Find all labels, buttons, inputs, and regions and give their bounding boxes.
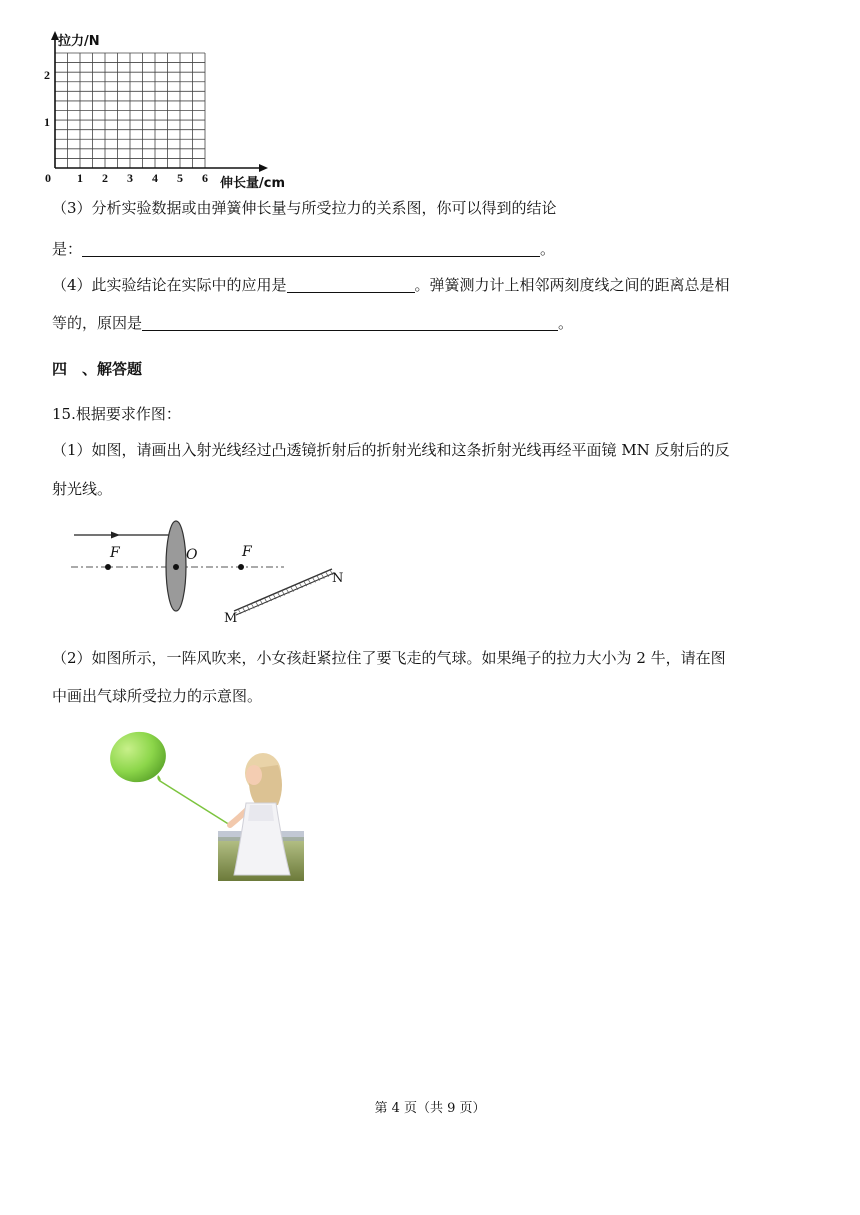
focus-label-left: F bbox=[110, 545, 120, 561]
balloon-string bbox=[160, 781, 230, 825]
focus-point-right bbox=[238, 564, 244, 570]
focus-point-left bbox=[105, 564, 111, 570]
balloon-girl-svg bbox=[100, 725, 310, 885]
q4-line1 bbox=[52, 275, 730, 295]
y-tick-2: 2 bbox=[44, 68, 50, 82]
y-axis-label: 拉力/N bbox=[58, 34, 100, 49]
plane-mirror bbox=[234, 569, 332, 611]
q15-part2-line2: 中画出气球所受拉力的示意图。 bbox=[52, 687, 263, 705]
q4-reason-prefix: 等的，原因是 bbox=[52, 314, 143, 332]
q4-prefix: （4）此实验结论在实际中的应用是 bbox=[52, 276, 287, 294]
q4-application-blank[interactable] bbox=[287, 276, 415, 293]
optical-center bbox=[173, 564, 179, 570]
optics-svg bbox=[66, 517, 356, 632]
page-footer: 第 4 页（共 9 页） bbox=[374, 1101, 486, 1116]
origin-label: 0 bbox=[45, 171, 51, 185]
center-label: O bbox=[186, 547, 198, 563]
q4-reason-suffix: 。 bbox=[558, 314, 574, 332]
force-extension-graph bbox=[30, 28, 290, 193]
q15-part2-line1: （2）如图所示，一阵风吹来，小女孩赶紧拉住了要飞走的气球。如果绳子的拉力大小为 2 牛，请在图 bbox=[52, 649, 726, 667]
x-tick-6: 6 bbox=[202, 171, 208, 185]
x-axis-arrow-icon bbox=[259, 164, 268, 172]
focus-label-right: F bbox=[242, 544, 252, 560]
mirror-label-n: N bbox=[332, 571, 344, 586]
x-tick-5: 5 bbox=[177, 171, 183, 185]
balloon-girl-illustration bbox=[100, 725, 310, 885]
q3-suffix: 。 bbox=[540, 240, 556, 258]
q4-suffix: 。弹簧测力计上相邻两刻度线之间的距离总是相 bbox=[414, 276, 730, 294]
x-axis-label: 伸长量/cm bbox=[220, 176, 286, 191]
q15-part1-line2: 射光线。 bbox=[52, 480, 113, 498]
q3-answer-blank[interactable] bbox=[82, 240, 540, 257]
mirror-label-m: M bbox=[224, 611, 238, 626]
graph-svg bbox=[30, 28, 290, 193]
q15-stem: 15.根据要求作图： bbox=[52, 405, 181, 423]
x-tick-4: 4 bbox=[152, 171, 158, 185]
q15-part1-line1: （1）如图，请画出入射光线经过凸透镜折射后的折射光线和这条折射光线再经平面镜 MN 反射后的反 bbox=[52, 441, 730, 459]
section-title: 四 、解答题 bbox=[52, 360, 143, 378]
x-tick-3: 3 bbox=[127, 171, 133, 185]
q4-reason-blank[interactable] bbox=[142, 314, 558, 331]
x-tick-1: 1 bbox=[77, 171, 83, 185]
ray-arrow-icon bbox=[111, 532, 120, 539]
q3-line2 bbox=[52, 239, 555, 259]
q3-prefix: 是： bbox=[52, 240, 83, 258]
q4-line2 bbox=[52, 313, 573, 333]
optics-figure bbox=[66, 517, 356, 632]
balloon-icon bbox=[105, 727, 170, 788]
y-tick-1: 1 bbox=[44, 115, 50, 129]
q3-line1: （3）分析实验数据或由弹簧伸长量与所受拉力的关系图，你可以得到的结论 bbox=[52, 199, 557, 217]
x-tick-2: 2 bbox=[102, 171, 108, 185]
